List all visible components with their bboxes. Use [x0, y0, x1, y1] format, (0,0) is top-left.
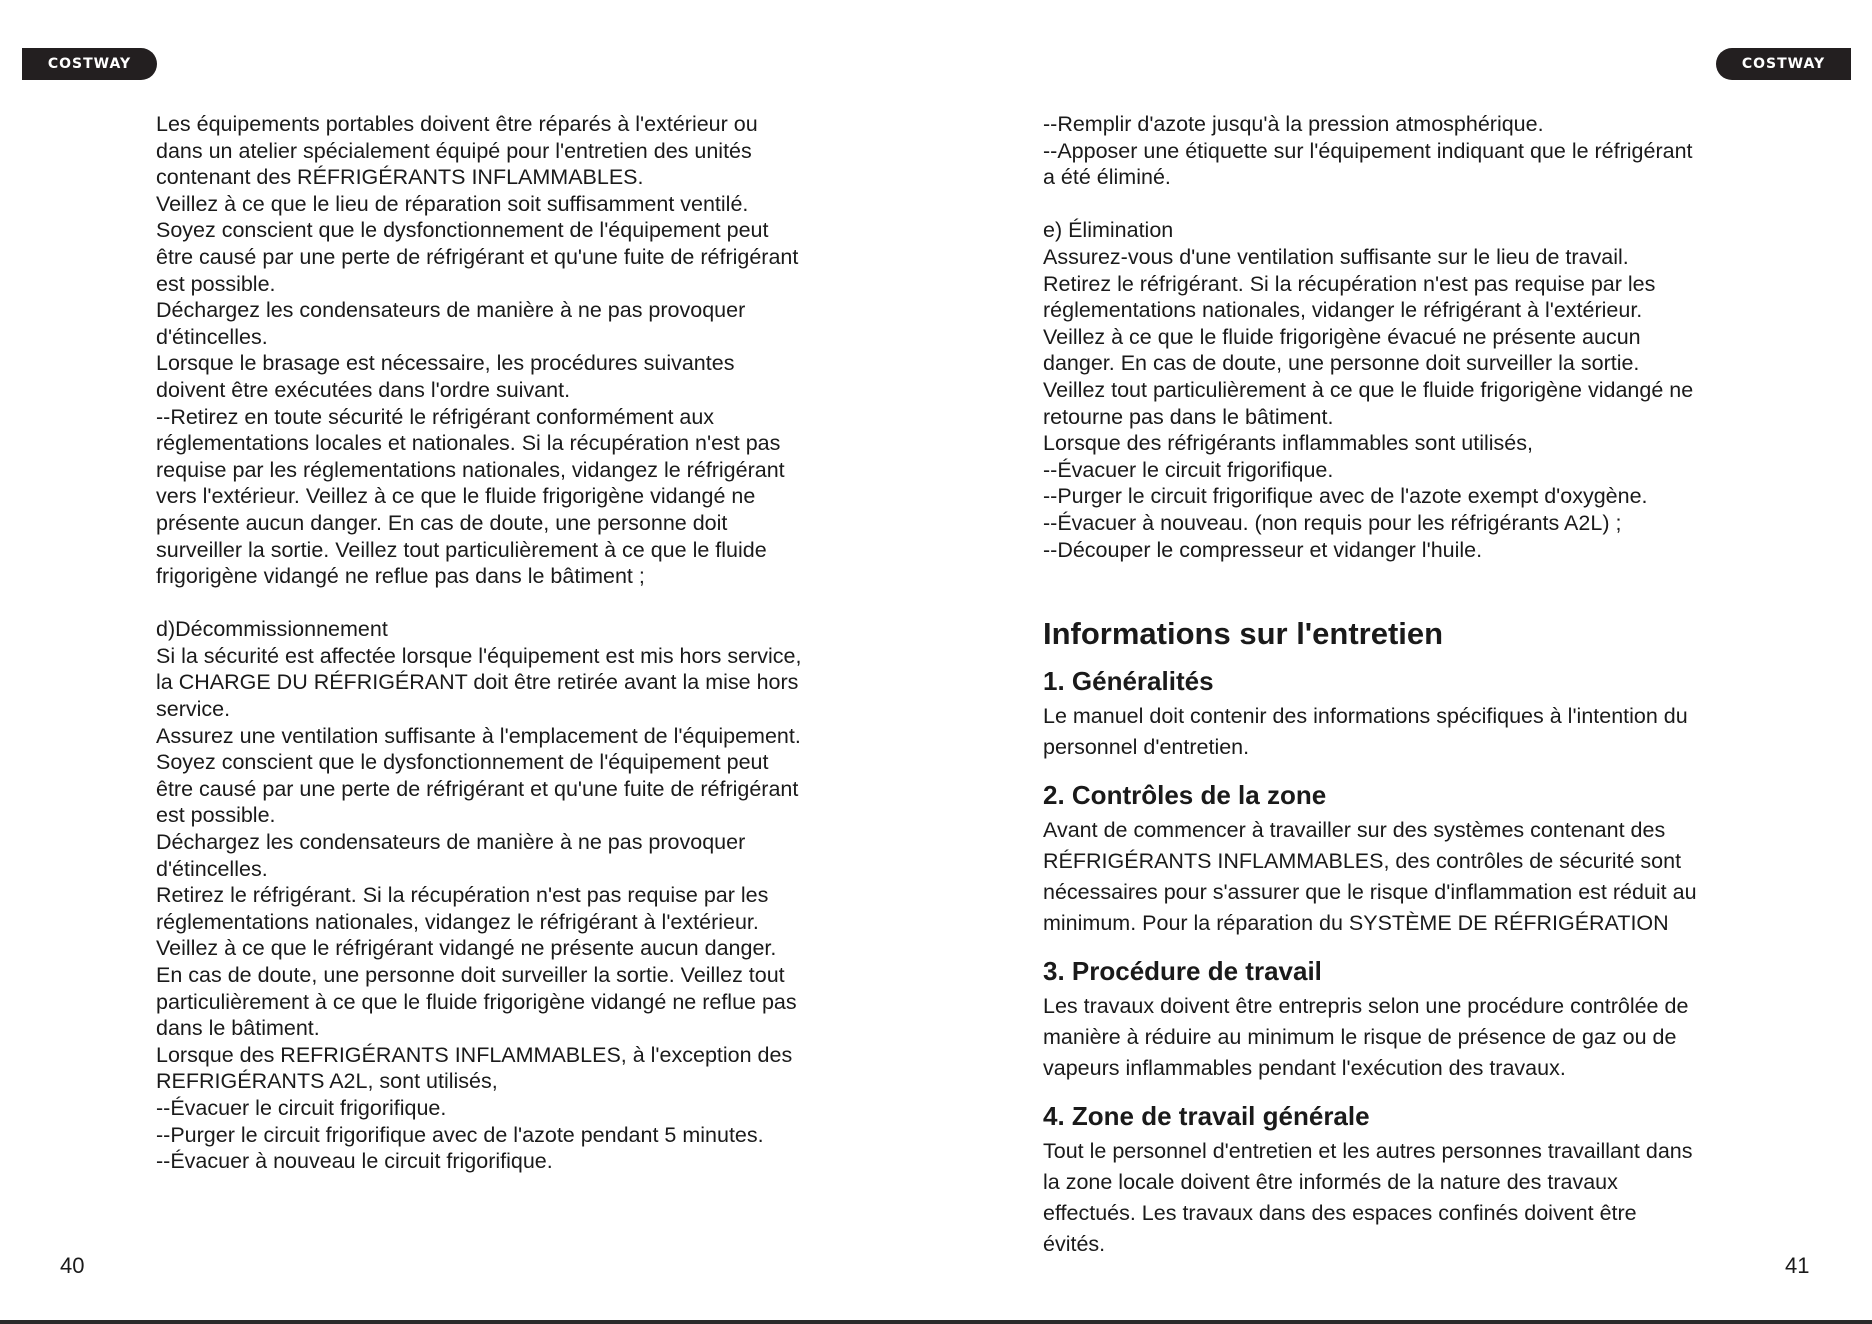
right-page-content	[1043, 111, 1733, 1260]
left-paragraph-repair: Les équipements portables doivent être réparés à l'extérieur ou dans un atelier spécialement équipé pour l'entretien des unités contenant des RÉFRIGÉRANTS INFLAMMABLES. Veillez à ce que le lieu de réparation soit suffisamment ventilé. Soyez conscient que le dysfonctionnement de l'équipement peut être causé par une perte de réfrigérant et qu'une fuite de réfrigérant est possible. Déchargez les condensateurs de manière à ne pas provoquer d'étincelles. Lorsque le brasage est nécessaire, les procédures suivantes doivent être exécutées dans l'ordre suivant. --Retirez en toute sécurité le réfrigérant conformément aux réglementations locales et nationales. Si la récupération n'est pas requise par les réglementations nationales, vidangez le réfrigérant vers l'extérieur. Veillez à ce que le fluide frigorigène vidangé ne présente aucun danger. En cas de doute, une personne doit surveiller la sortie. Veillez tout particulièrement à ce que le fluide frigorigène vidangé ne reflue pas dans le bâtiment ;	[156, 112, 799, 589]
brand-logo-left: COSTWAY	[22, 48, 157, 80]
subsection-title-zone: 4. Zone de travail générale	[1043, 1101, 1370, 1132]
subsection-body-procedure: Les travaux doivent être entrepris selon une procédure contrôlée de manière à réduire au minimum le risque de présence de gaz ou de vapeurs inflammables pendant l'exécution des travaux.	[1043, 994, 1689, 1081]
subsection-body-controles: Avant de commencer à travailler sur des systèmes contenant des RÉFRIGÉRANTS INFLAMMABLES, des contrôles de sécurité sont nécessaires pour s'assurer que le risque d'inflammation est réduit au minimum. Pour la réparation du SYSTÈME DE RÉFRIGÉRATION	[1043, 818, 1697, 936]
left-page-content	[156, 111, 836, 1175]
subsection-title-controles: 2. Contrôles de la zone	[1043, 780, 1327, 811]
section-title: Informations sur l'entretien	[1043, 616, 1444, 652]
right-paragraph-nitrogen: --Remplir d'azote jusqu'à la pression atmosphérique. --Apposer une étiquette sur l'équipement indiquant que le réfrigérant a été éliminé.	[1043, 112, 1693, 190]
left-paragraph-decommissioning: d)Décommissionnement Si la sécurité est affectée lorsque l'équipement est mis hors service, la CHARGE DU RÉFRIGÉRANT doit être retirée avant la mise hors service. Assurez une ventilation suffisante à l'emplacement de l'équipement. Soyez conscient que le dysfonctionnement de l'équipement peut être causé par une perte de réfrigérant et qu'une fuite de réfrigérant est possible. Déchargez les condensateurs de manière à ne pas provoquer d'étincelles. Retirez le réfrigérant. Si la récupération n'est pas requise par les réglementations nationales, vidangez le réfrigérant à l'extérieur. Veillez à ce que le réfrigérant vidangé ne présente aucun danger. En cas de doute, une personne doit surveiller la sortie. Veillez tout particulièrement à ce que le fluide frigorigène vidangé ne reflue pas dans le bâtiment. Lorsque des REFRIGÉRANTS INFLAMMABLES, à l'exception des REFRIGÉRANTS A2L, sont utilisés, --Évacuer le circuit frigorifique. --Purger le circuit frigorifique avec de l'azote pendant 5 minutes. --Évacuer à nouveau le circuit frigorifique.	[156, 617, 802, 1174]
subsection-title-procedure: 3. Procédure de travail	[1043, 956, 1322, 987]
subsection-body-generalites: Le manuel doit contenir des informations spécifiques à l'intention du personnel d'entretien.	[1043, 704, 1688, 760]
right-paragraph-elimination: e) Élimination Assurez-vous d'une ventilation suffisante sur le lieu de travail. Retirez le réfrigérant. Si la récupération n'est pas requise par les réglementations nationales, vidanger le réfrigérant à l'extérieur. Veillez à ce que le fluide frigorigène évacué ne présente aucun danger. En cas de doute, une personne doit surveiller la sortie. Veillez tout particulièrement à ce que le fluide frigorigène vidangé ne retourne pas dans le bâtiment. Lorsque des réfrigérants inflammables sont utilisés, --Évacuer le circuit frigorifique. --Purger le circuit frigorifique avec de l'azote exempt d'oxygène. --Évacuer à nouveau. (non requis pour les réfrigérants A2L) ; --Découper le compresseur et vidanger l'huile.	[1043, 218, 1694, 562]
page-number-right: 41	[1785, 1253, 1810, 1278]
subsection-title-generalites: 1. Généralités	[1043, 666, 1214, 697]
bottom-divider	[0, 1320, 1872, 1324]
subsection-body-zone: Tout le personnel d'entretien et les autres personnes travaillant dans la zone locale doivent être informés de la nature des travaux effectués. Les travaux dans des espaces confinés doivent être évités.	[1043, 1139, 1693, 1257]
brand-logo-right: COSTWAY	[1716, 48, 1851, 80]
page-number-left: 40	[60, 1253, 85, 1278]
